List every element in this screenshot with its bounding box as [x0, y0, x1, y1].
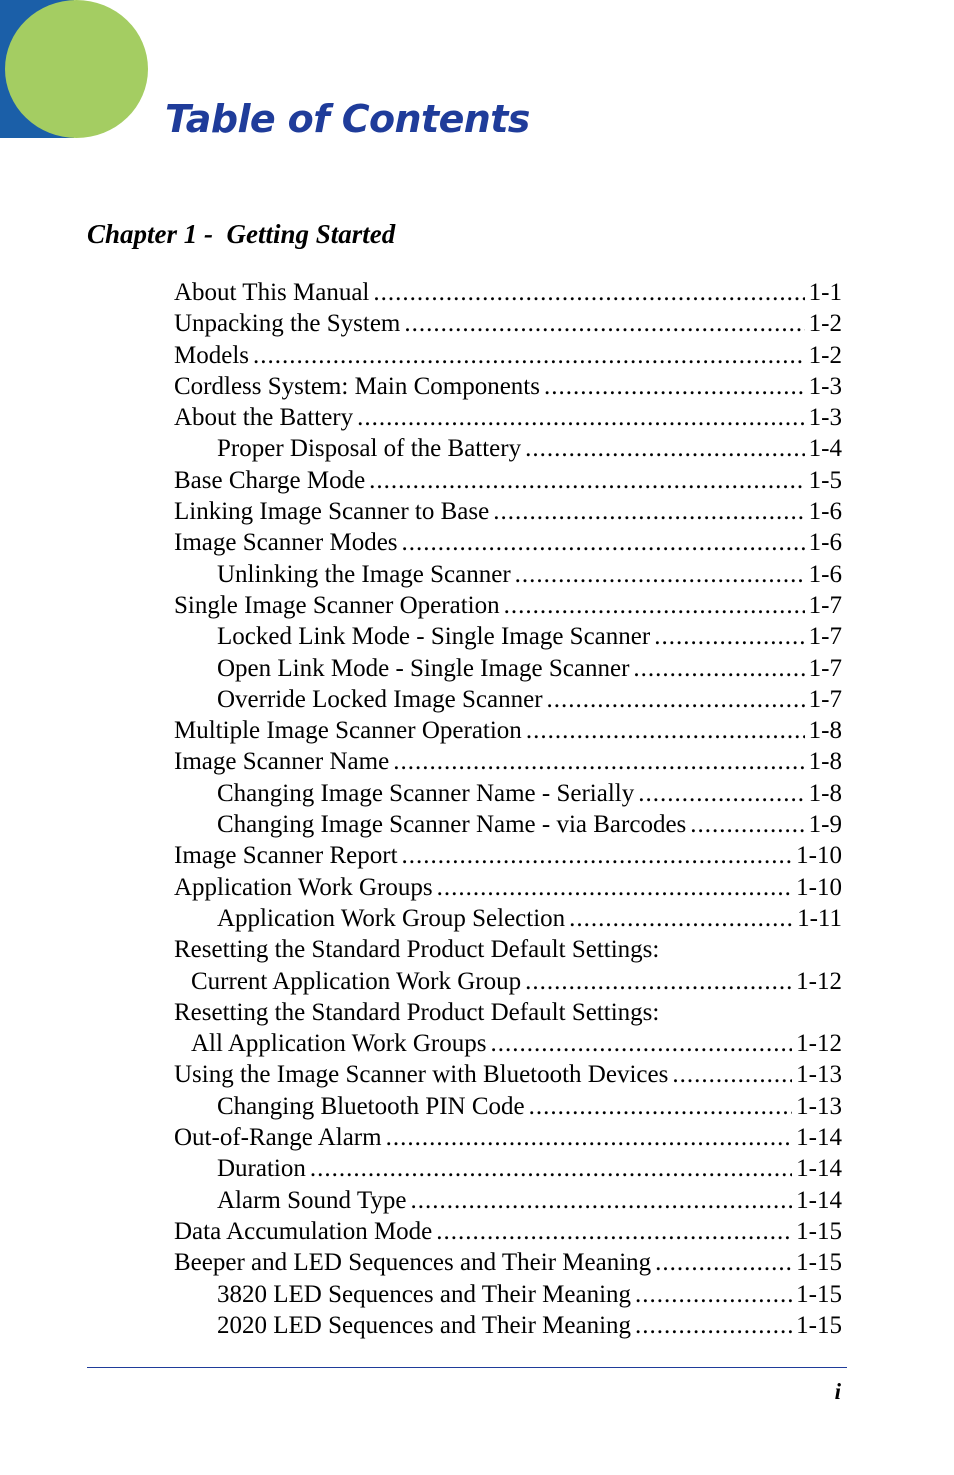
dot-leader	[569, 903, 793, 934]
dot-leader	[515, 559, 805, 590]
dot-leader	[404, 308, 804, 339]
toc-subentry[interactable]	[174, 684, 842, 715]
toc-entry-title: Changing Image Scanner Name - Serially	[217, 779, 635, 807]
dot-leader	[310, 1153, 792, 1184]
dot-leader	[393, 746, 804, 777]
toc-entry[interactable]	[174, 715, 842, 746]
toc-entry-page: 1-6	[808, 529, 842, 557]
toc-entry[interactable]	[174, 402, 842, 433]
toc-entry-page: 1-12	[796, 967, 842, 995]
toc-entry-title: Changing Image Scanner Name - via Barcodes	[217, 811, 687, 839]
toc-entry-page: 1-2	[808, 341, 842, 369]
toc-subentry[interactable]	[174, 1153, 842, 1184]
toc-entry-page: 1-13	[796, 1061, 842, 1089]
toc-entry[interactable]	[174, 527, 842, 558]
toc-entry[interactable]	[174, 840, 842, 871]
toc-entry-continuation[interactable]	[174, 966, 842, 997]
toc-entry-page: 1-4	[808, 435, 842, 463]
toc-entry-title: Multiple Image Scanner Operation	[174, 717, 522, 745]
dot-leader	[638, 778, 804, 809]
toc-entry-page: 1-7	[808, 654, 842, 682]
page-number: i	[834, 1379, 841, 1404]
dot-leader	[525, 966, 792, 997]
toc-entry[interactable]	[174, 997, 842, 1028]
dot-leader	[373, 277, 804, 308]
dot-leader	[253, 340, 805, 371]
dot-leader	[655, 1247, 792, 1278]
chapter-heading: Chapter 1 - Getting Started	[87, 219, 396, 249]
toc-subentry[interactable]	[174, 559, 842, 590]
toc-entry-page: 1-14	[796, 1155, 842, 1183]
toc-entry-title: Current Application Work Group	[191, 967, 522, 995]
footer-rule	[87, 1367, 847, 1368]
toc-entry-page: 1-11	[797, 904, 842, 932]
dot-leader	[410, 1185, 792, 1216]
dot-leader	[633, 653, 804, 684]
toc-entry-title: Override Locked Image Scanner	[217, 685, 543, 713]
toc-subentry[interactable]	[174, 903, 842, 934]
toc-entry-title: Alarm Sound Type	[217, 1186, 407, 1214]
toc-entry[interactable]	[174, 465, 842, 496]
toc-entry-title: Proper Disposal of the Battery	[217, 435, 522, 463]
toc-entry-page: 1-15	[796, 1280, 842, 1308]
toc-entry-title: About the Battery	[174, 404, 354, 432]
toc-entry-page: 1-6	[808, 560, 842, 588]
toc-subentry[interactable]	[174, 809, 842, 840]
toc-entry-page: 1-7	[808, 685, 842, 713]
dot-leader	[386, 1122, 793, 1153]
table-of-contents	[174, 277, 842, 1341]
toc-entry[interactable]	[174, 371, 842, 402]
toc-entry-continuation[interactable]	[174, 1028, 842, 1059]
corner-decoration-circle	[5, 0, 148, 138]
toc-entry-page: 1-10	[796, 842, 842, 870]
toc-entry-page: 1-8	[808, 717, 842, 745]
toc-entry-page: 1-15	[796, 1311, 842, 1339]
toc-entry-title: Resetting the Standard Product Default Settings:	[174, 936, 660, 964]
toc-entry-page: 1-10	[796, 873, 842, 901]
toc-entry-title: Application Work Group Selection	[217, 904, 566, 932]
toc-entry-page: 1-3	[808, 372, 842, 400]
toc-entry-page: 1-14	[796, 1124, 842, 1152]
toc-entry-title: 3820 LED Sequences and Their Meaning	[217, 1280, 632, 1308]
dot-leader	[504, 590, 805, 621]
toc-entry-title: Unlinking the Image Scanner	[217, 560, 511, 588]
toc-entry-title: Data Accumulation Mode	[174, 1217, 433, 1245]
toc-entry-page: 1-5	[808, 466, 842, 494]
toc-entry-title: Unpacking the System	[174, 310, 401, 338]
dot-leader	[402, 527, 805, 558]
toc-entry-title: Image Scanner Report	[174, 842, 398, 870]
toc-subentry[interactable]	[174, 621, 842, 652]
toc-entry[interactable]	[174, 277, 842, 308]
dot-leader	[493, 496, 804, 527]
toc-entry-page: 1-14	[796, 1186, 842, 1214]
toc-entry-title: Base Charge Mode	[174, 466, 366, 494]
toc-entry-page: 1-9	[808, 811, 842, 839]
toc-entry-page: 1-7	[808, 591, 842, 619]
toc-entry-page: 1-3	[808, 404, 842, 432]
toc-entry-page: 1-1	[808, 279, 842, 306]
toc-entry-title: Out-of-Range Alarm	[174, 1124, 382, 1152]
toc-entry-title: 2020 LED Sequences and Their Meaning	[217, 1311, 632, 1339]
toc-subentry[interactable]	[174, 1185, 842, 1216]
toc-entry[interactable]	[174, 1059, 842, 1090]
dot-leader	[526, 715, 805, 746]
dot-leader	[437, 872, 793, 903]
toc-entry[interactable]	[174, 1216, 842, 1247]
toc-entry-title: About This Manual	[174, 279, 370, 306]
toc-entry[interactable]	[174, 934, 842, 965]
toc-entry-title: Single Image Scanner Operation	[174, 591, 500, 619]
dot-leader	[436, 1216, 792, 1247]
dot-leader	[635, 1310, 792, 1341]
toc-entry-title: Models	[174, 341, 249, 369]
toc-entry[interactable]	[174, 496, 842, 527]
toc-entry-title: Cordless System: Main Components	[174, 372, 540, 400]
dot-leader	[402, 840, 793, 871]
toc-entry[interactable]	[174, 746, 842, 777]
toc-subentry[interactable]	[174, 653, 842, 684]
toc-entry-page: 1-12	[796, 1030, 842, 1058]
toc-entry-page: 1-7	[808, 623, 842, 651]
toc-entry-page: 1-13	[796, 1092, 842, 1120]
toc-subentry[interactable]	[174, 1310, 842, 1341]
toc-entry-page: 1-15	[796, 1249, 842, 1277]
toc-entry-page: 1-15	[796, 1217, 842, 1245]
toc-subentry[interactable]	[174, 433, 842, 464]
toc-entry-title: Beeper and LED Sequences and Their Meaning	[174, 1249, 652, 1277]
dot-leader	[490, 1028, 792, 1059]
toc-entry-title: Linking Image Scanner to Base	[174, 498, 490, 526]
dot-leader	[672, 1059, 792, 1090]
dot-leader	[654, 621, 804, 652]
dot-leader	[635, 1279, 792, 1310]
toc-entry-page: 1-8	[808, 748, 842, 776]
dot-leader	[690, 809, 804, 840]
toc-entry[interactable]	[174, 1122, 842, 1153]
toc-subentry[interactable]	[174, 1279, 842, 1310]
toc-entry-title: All Application Work Groups	[191, 1030, 487, 1058]
dot-leader	[544, 371, 805, 402]
toc-entry[interactable]	[174, 1247, 842, 1278]
toc-entry-title: Application Work Groups	[174, 873, 433, 901]
toc-subentry[interactable]	[174, 778, 842, 809]
dot-leader	[369, 465, 805, 496]
toc-subentry[interactable]	[174, 1091, 842, 1122]
toc-entry[interactable]	[174, 340, 842, 371]
toc-entry-page: 1-8	[808, 779, 842, 807]
toc-entry[interactable]	[174, 590, 842, 621]
toc-entry-title: Resetting the Standard Product Default Settings:	[174, 998, 660, 1026]
toc-entry-title: Using the Image Scanner with Bluetooth Devices	[174, 1061, 669, 1089]
toc-entry-page: 1-6	[808, 498, 842, 526]
toc-entry[interactable]	[174, 308, 842, 339]
toc-entry-title: Changing Bluetooth PIN Code	[217, 1092, 525, 1120]
toc-entry-title: Open Link Mode - Single Image Scanner	[217, 654, 630, 682]
dot-leader	[357, 402, 805, 433]
page-title: Table of Contents	[165, 97, 530, 141]
dot-leader	[525, 433, 805, 464]
toc-entry-page: 1-2	[808, 310, 842, 338]
toc-entry-title: Image Scanner Modes	[174, 529, 398, 557]
dot-leader	[547, 684, 805, 715]
dot-leader	[529, 1091, 793, 1122]
toc-entry-title: Duration	[217, 1155, 306, 1183]
toc-entry[interactable]	[174, 872, 842, 903]
toc-entry-title: Image Scanner Name	[174, 748, 390, 776]
toc-entry-title: Locked Link Mode - Single Image Scanner	[217, 623, 651, 651]
